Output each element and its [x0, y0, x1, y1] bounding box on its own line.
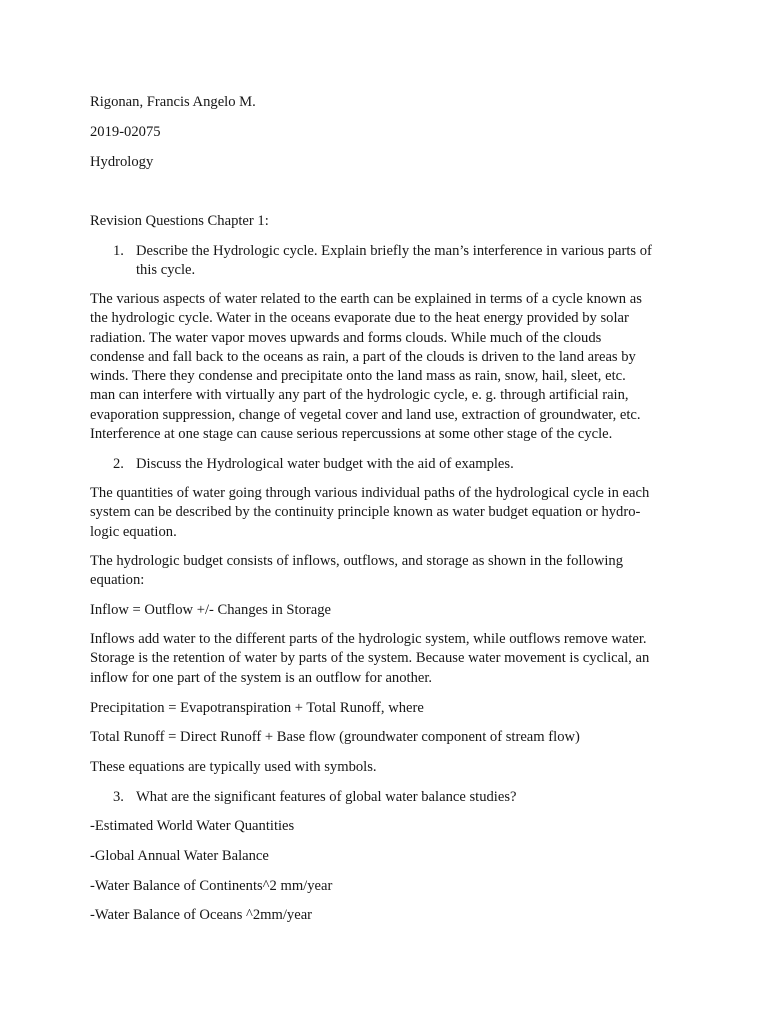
question-3-text: [136, 788, 681, 807]
question-1-number: 1.: [113, 243, 124, 259]
question-2-text: [136, 455, 681, 474]
answer-1-line: the hydrologic cycle. Water in the oceans evaporate due to the heat energy provided by solar: [90, 310, 629, 327]
answer-1-line: man can interfere with virtually any part of the hydrologic cycle, e. g. through artificial rain,: [90, 387, 629, 404]
answer-3-item: -Global Annual Water Balance: [90, 848, 269, 864]
question-2-line: Discuss the Hydrological water budget with the aid of examples.: [136, 456, 514, 472]
answer-2-line: equation:: [90, 572, 145, 589]
question-1-line: this cycle.: [136, 262, 196, 279]
subject-title: Hydrology: [90, 154, 154, 170]
answer-2-line: inflow for one part of the system is an outflow for another.: [90, 669, 433, 686]
answer-2-line: logic equation.: [90, 523, 177, 540]
answer-3-item: -Estimated World Water Quantities: [90, 818, 295, 834]
question-1-line: Describe the Hydrologic cycle. Explain briefly the man’s interference in various parts of: [136, 243, 652, 259]
answer-1-line: radiation. The water vapor moves upwards and forms clouds. While much of the clouds: [90, 329, 602, 346]
question-2-number: 2.: [113, 456, 124, 472]
answer-1-line: The various aspects of water related to the earth can be explained in terms of a cycle known as: [90, 291, 642, 307]
answer-2-line: Storage is the retention of water by parts of the system. Because water movement is cyclical, an: [90, 650, 650, 667]
answer-2-line: system can be described by the continuity principle known as water budget equation or hydro-: [90, 504, 641, 521]
answer-1-line: condense and fall back to the oceans as rain, a part of the clouds is driven to the land areas by: [90, 348, 636, 365]
equation-precipitation: Precipitation = Evapotranspiration + Total Runoff, where: [90, 700, 424, 716]
answer-3-item: -Water Balance of Continents^2 mm/year: [90, 878, 333, 894]
answer-2-paragraph-3: [90, 630, 680, 688]
answer-1-paragraph: [90, 290, 680, 444]
answer-2-line: The hydrologic budget consists of inflows, outflows, and storage as shown in the following: [90, 553, 624, 569]
answer-2-paragraph-1: [90, 484, 680, 542]
equation-inflow: Inflow = Outflow +/- Changes in Storage: [90, 602, 332, 618]
author-name: Rigonan, Francis Angelo M.: [90, 94, 256, 110]
question-3-number: 3.: [113, 789, 124, 805]
answer-3-item: -Water Balance of Oceans ^2mm/year: [90, 907, 313, 923]
answer-1-line: Interference at one stage can cause serious repercussions at some other stage of the cycle.: [90, 426, 613, 443]
section-title: Revision Questions Chapter 1:: [90, 213, 269, 229]
answer-1-line: evaporation suppression, change of vegetal cover and land use, extraction of groundwater, etc.: [90, 406, 641, 423]
answer-2-line: Inflows add water to the different parts of the hydrologic system, while outflows remove water.: [90, 631, 647, 647]
answer-2-paragraph-4: These equations are typically used with symbols.: [90, 759, 377, 775]
answer-1-line: winds. There they condense and precipitate onto the land mass as rain, snow, hail, sleet, etc.: [90, 368, 626, 385]
question-1-text: [136, 242, 681, 281]
equation-total-runoff: Total Runoff = Direct Runoff + Base flow (groundwater component of stream flow): [90, 729, 580, 745]
question-3-line: What are the significant features of global water balance studies?: [136, 789, 517, 805]
answer-2-paragraph-2: [90, 552, 680, 591]
answer-2-line: The quantities of water going through various individual paths of the hydrological cycle in each: [90, 485, 650, 501]
student-id: 2019-02075: [90, 124, 161, 140]
